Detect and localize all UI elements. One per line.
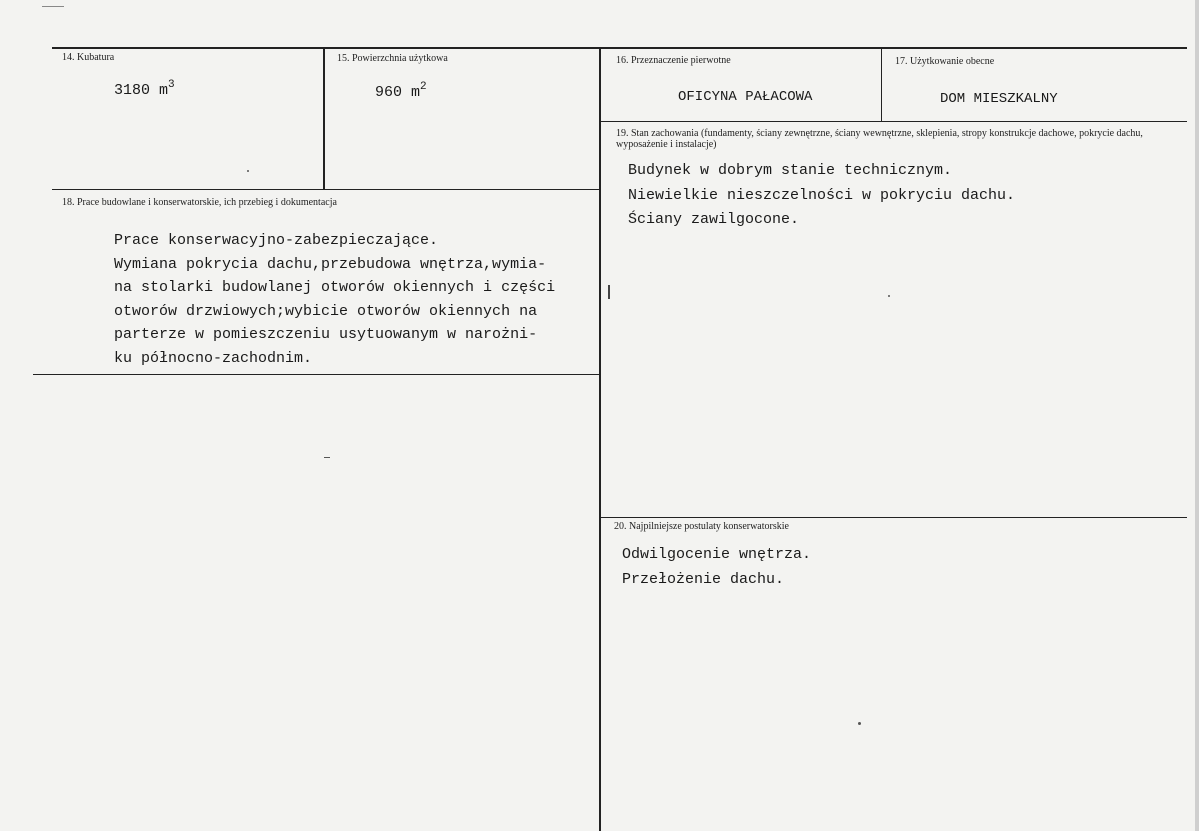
field-14-value: [114, 80, 175, 99]
cubature-exponent: 3: [168, 79, 175, 91]
scan-edge: [1195, 0, 1199, 831]
top-rule: [52, 47, 1187, 49]
field-19-line: Budynek w dobrym stanie technicznym.: [628, 162, 953, 179]
rule-under-14-15: [52, 189, 601, 190]
field-18-label: 18. Prace budowlane i konserwatorskie, ich przebieg i dokumentacja: [62, 197, 337, 208]
rule-above-20: [601, 517, 1187, 518]
field-18-line: ku północno-zachodnim.: [114, 349, 313, 367]
field-18-line: otworów drzwiowych;wybicie otworów okiennych na: [114, 302, 538, 320]
field-20-label: 20. Najpilniejsze postulaty konserwatorskie: [614, 521, 789, 532]
scan-speck: [42, 6, 64, 7]
area-number: 960: [375, 84, 403, 101]
field-18-line: Prace konserwacyjno-zabezpieczające.: [114, 232, 439, 249]
field-19-text: [628, 159, 1015, 233]
scan-speck: [608, 285, 610, 299]
main-column-divider: [599, 48, 601, 831]
field-18-line: Wymiana pokrycia dachu,przebudowa wnętrza,wymia-: [114, 255, 547, 273]
field-17-value: DOM MIESZKALNY: [940, 91, 1058, 107]
field-17-label: 17. Użytkowanie obecne: [895, 56, 995, 67]
field-19-line: Niewielkie nieszczelności w pokryciu dachu.: [628, 186, 1016, 204]
scan-speck: [888, 295, 890, 297]
field-19-label: 19. Stan zachowania (fundamenty, ściany zewnętrzne, ściany wewnętrzne, sklepienia, stropy konstrukcje dachowe, pokrycie dachu, wyposażenie i instalacje): [616, 128, 1143, 150]
cubature-unit: m: [159, 82, 169, 99]
field-15-label: 15. Powierzchnia użytkowa: [337, 53, 448, 64]
field-14-label: 14. Kubatura: [62, 52, 115, 63]
field-19-line: Ściany zawilgocone.: [628, 211, 800, 228]
rule-under-16-17: [601, 121, 1187, 122]
divider-16-17: [881, 48, 882, 122]
scan-speck: [247, 170, 249, 172]
field-15-value: [375, 82, 427, 101]
field-20-text: [622, 542, 811, 592]
scan-speck: [324, 457, 330, 458]
scan-speck: [858, 722, 861, 725]
cubature-number: 3180: [114, 82, 151, 99]
field-16-label: 16. Przeznaczenie pierwotne: [616, 55, 731, 66]
field-18-line: na stolarki budowlanej otworów okiennych i części: [114, 279, 556, 296]
divider-14-15: [323, 48, 325, 190]
field-18-line: parterze w pomieszczeniu usytuowanym w narożni-: [114, 326, 538, 343]
field-16-value: OFICYNA PAŁACOWA: [678, 89, 813, 105]
area-unit: m: [411, 84, 421, 101]
rule-under-18: [33, 374, 601, 375]
field-20-line: Przełożenie dachu.: [622, 571, 785, 588]
field-20-line: Odwilgocenie wnętrza.: [622, 546, 812, 563]
field-18-text: [114, 229, 555, 370]
area-exponent: 2: [420, 81, 427, 93]
